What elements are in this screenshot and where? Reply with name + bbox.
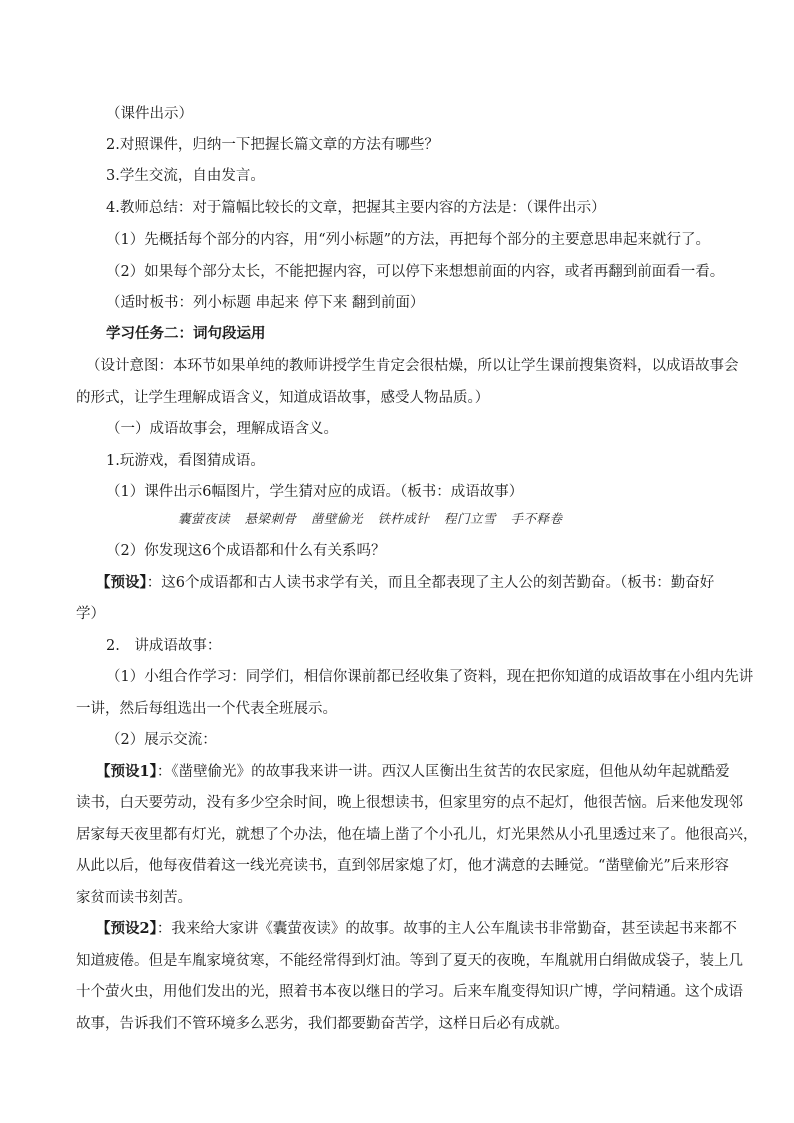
line-question-2: 2.对照课件，归纳一下把握长篇文章的方法有哪些？ (106, 137, 439, 153)
preset2-line1 (96, 919, 737, 939)
preset2-label: 【预设2】 (96, 920, 157, 937)
idiom-6: 手不释卷 (510, 511, 563, 526)
idiom-2: 悬梁刺骨 (244, 511, 297, 526)
line-step-4: 4.教师总结：对于篇幅比较长的文章，把握其主要内容的方法是：（课件出示） (106, 200, 606, 216)
idiom-5: 程门立雪 (444, 511, 497, 526)
section-heading-task2: 学习任务二：词句段运用 (106, 325, 266, 342)
preset1-line5: 家贫而读书刻苦。 (76, 890, 192, 906)
idiom-list (178, 509, 573, 527)
line-tell-stories: 2. 讲成语故事： (106, 638, 222, 654)
idiom-1: 囊萤夜读 (178, 511, 231, 526)
preset-label: 【预设】 (96, 574, 147, 591)
preset1-line4: 从此以后，他每夜借着这一线光亮读书，直到邻居家熄了灯，他才满意的去睡觉。“凿壁偷光”后来形容 (76, 858, 729, 874)
idiom-4: 铁杵成针 (377, 511, 430, 526)
line-group-study-2: 一讲，然后每组选出一个代表全班展示。 (76, 701, 337, 717)
preset2-line4: 故事，告诉我们不管环境多么恶劣，我们都要勤奋苦学，这样日后必有成就。 (76, 1016, 569, 1032)
line-courseware: （课件出示） (106, 106, 193, 122)
preset-text: ：这6个成语都和古人读书求学有关，而且全都表现了主人公的刻苦勤奋。（板书：勤奋好 (146, 575, 715, 591)
preset2-line3: 十个萤火虫，用他们发出的光，照着书本夜以继日的学习。后来车胤变得知识广博，学问精通。这个成语 (76, 984, 743, 1000)
subsection-idiom-meeting: （一）成语故事会，理解成语含义。 (106, 421, 338, 437)
design-intent-line1: （设计意图：本环节如果单纯的教师讲授学生肯定会很枯燥，所以让学生课前搜集资料，以成语故事会 (86, 358, 739, 374)
preset1-line2: 读书，白天要劳动，没有多少空余时间，晚上很想读书，但家里穷的点不起灯，他很苦恼。后来他发现邻 (76, 795, 743, 811)
idiom-3: 凿壁偷光 (311, 511, 364, 526)
preset1-text: ：《凿壁偷光》的故事我来讲一讲。西汉人匡衡出生贫苦的农民家庭，但他从幼年起就酷爱 (156, 764, 730, 780)
line-group-study-1: （1）小组合作学习：同学们，相信你课前都已经收集了资料，现在把你知道的成语故事在小组内先讲 (106, 669, 754, 685)
line-board-note: （适时板书：列小标题 串起来 停下来 翻到前面） (106, 295, 425, 311)
line-show-pictures: （1）课件出示6幅图片，学生猜对应的成语。（板书：成语故事） (106, 484, 524, 500)
line-step-3: 3.学生交流，自由发言。 (106, 168, 265, 184)
preset2-line2: 知道疲倦。但是车胤家境贫寒，不能经常得到灯油。等到了夏天的夜晚，车胤就用白绢做成袋子，装上几 (76, 953, 743, 969)
line-share: （2）展示交流： (106, 732, 217, 748)
preset2-text: ：我来给大家讲《囊萤夜读》的故事。故事的主人公车胤读书非常勤奋，甚至读起书来都不 (156, 921, 737, 937)
line-method-1: （1）先概括每个部分的内容，用“列小标题”的方法，再把每个部分的主要意思串起来就行了。 (106, 232, 711, 248)
line-relation-question: （2）你发现这6个成语都和什么有关系吗？ (106, 543, 386, 559)
line-method-2: （2）如果每个部分太长，不能把握内容，可以停下来想想前面的内容，或者再翻到前面看一看。 (106, 264, 725, 280)
preset1-line3: 居家每天夜里都有灯光，就想了个办法，他在墙上凿了个小孔儿，灯光果然从小孔里透过来了。他很高兴， (76, 827, 758, 843)
preset-line2: 学） (76, 606, 105, 622)
preset-line1 (96, 573, 714, 593)
preset1-line1 (96, 762, 730, 782)
preset1-label: 【预设1】 (96, 763, 157, 780)
line-game: 1.玩游戏，看图猜成语。 (106, 453, 265, 469)
design-intent-line2: 的形式，让学生理解成语含义，知道成语故事，感受人物品质。） (76, 390, 490, 406)
